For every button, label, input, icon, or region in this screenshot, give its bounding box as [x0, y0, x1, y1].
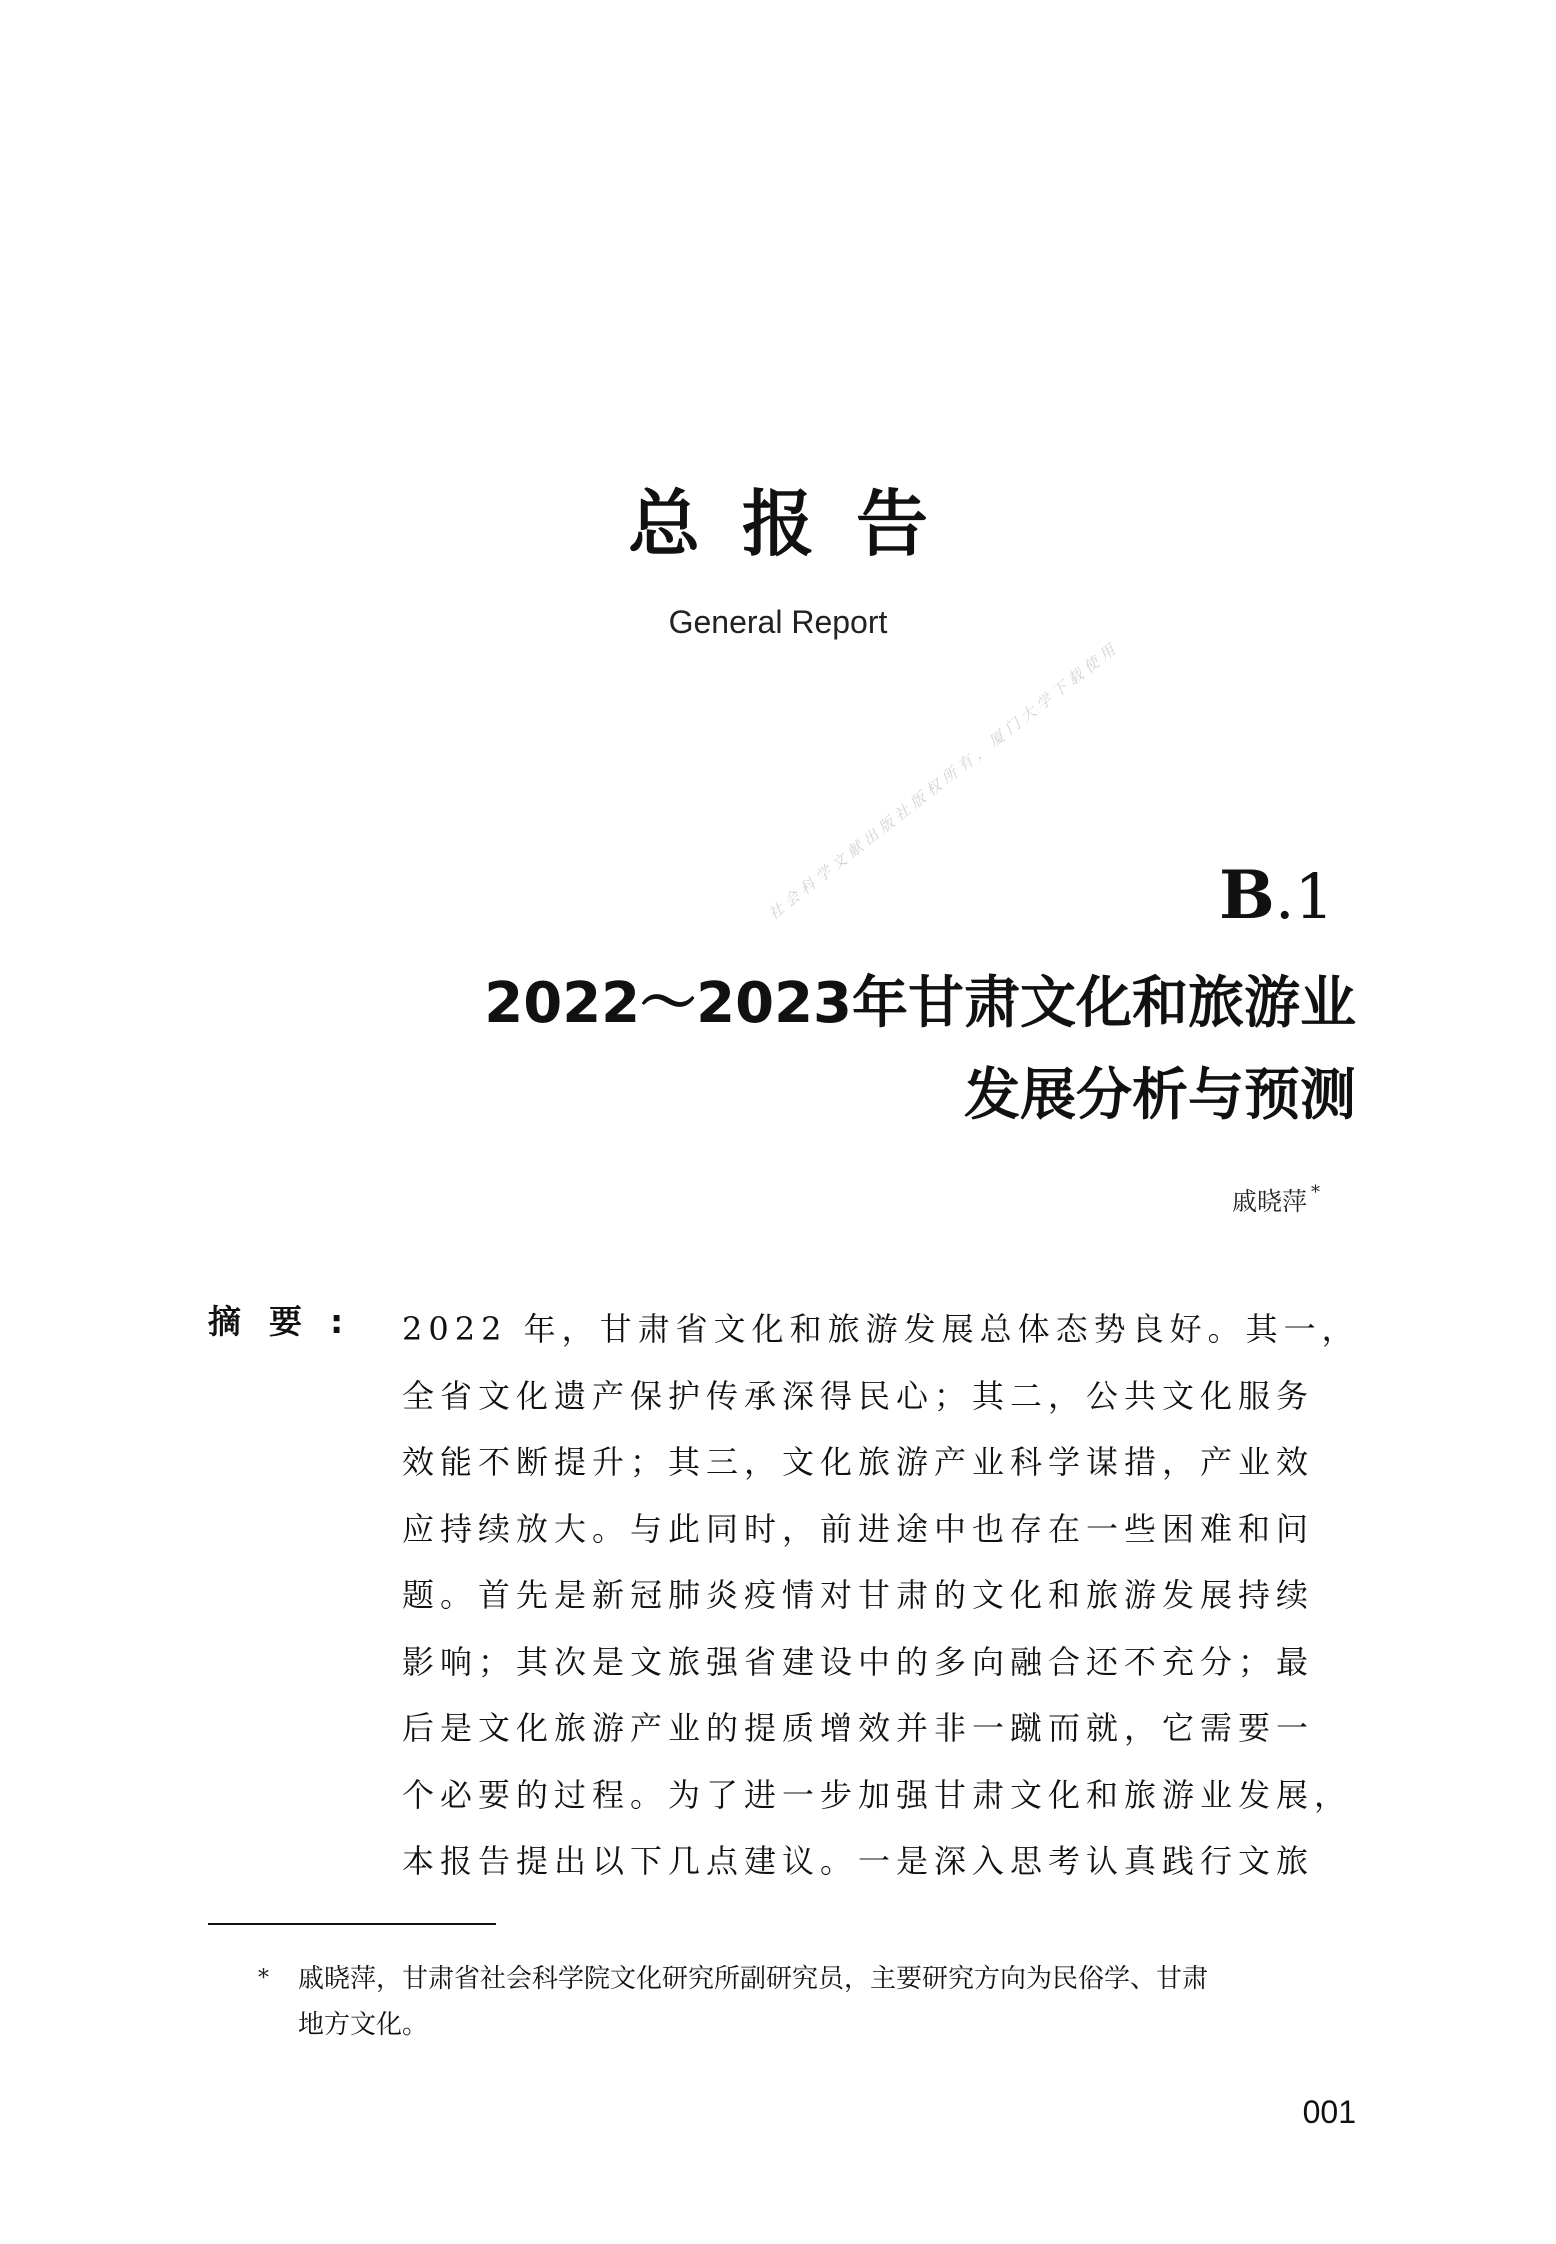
chapter-index: .1 [1274, 860, 1334, 933]
section-title: 总报告 [627, 482, 970, 566]
abstract-line: 后是文化旅游产业的提质增效并非一蹴而就，它需要一 [402, 1709, 1315, 1747]
footnote-line-1: 戚晓萍，甘肃省社会科学院文化研究所副研究员，主要研究方向为民俗学、甘肃 [298, 1964, 1209, 1994]
section-subtitle: General Report [668, 604, 888, 640]
chapter-prefix: B [1219, 856, 1275, 934]
abstract-line: 效能不断提升；其三，文化旅游产业科学谋措，产业效 [402, 1443, 1315, 1481]
author-footnote-mark: * [1311, 1182, 1320, 1203]
chapter-title-line-1: 2022～2023年甘肃文化和旅游业 [484, 971, 1356, 1036]
abstract-line: 2022 年，甘肃省文化和旅游发展总体态势良好。其一， [402, 1310, 1360, 1348]
author [1232, 1182, 1320, 1218]
abstract-label: 摘要: [208, 1302, 372, 1341]
abstract-line: 应持续放大。与此同时，前进途中也存在一些困难和问 [402, 1509, 1315, 1548]
chapter-title-line-2: 发展分析与预测 [964, 1063, 1356, 1128]
chapter-number [1219, 856, 1334, 934]
chapter-title [484, 958, 1356, 1142]
abstract-line: 个必要的过程。为了进一步加强甘肃文化和旅游业发展， [402, 1775, 1353, 1814]
abstract-line: 题。首先是新冠肺炎疫情对甘肃的文化和旅游发展持续 [402, 1576, 1315, 1614]
abstract-line: 全省文化遗产保护传承深得民心；其二，公共文化服务 [402, 1376, 1315, 1415]
watermark: 社会科学文献出版社版权所有，厦门大学下载使用 [764, 637, 1123, 923]
page-number: 001 [1302, 2094, 1356, 2130]
footnote-divider [208, 1923, 496, 1925]
abstract-line: 本报告提出以下几点建议。一是深入思考认真践行文旅 [402, 1842, 1315, 1880]
footnote-mark: * [258, 1966, 269, 1991]
footnote-line-2: 地方文化。 [298, 2010, 429, 2040]
abstract-body [402, 1296, 1360, 1895]
abstract-line: 影响；其次是文旅强省建设中的多向融合还不充分；最 [402, 1642, 1315, 1681]
author-name: 戚晓萍 [1231, 1187, 1307, 1216]
footnote-text [298, 1956, 1358, 2048]
